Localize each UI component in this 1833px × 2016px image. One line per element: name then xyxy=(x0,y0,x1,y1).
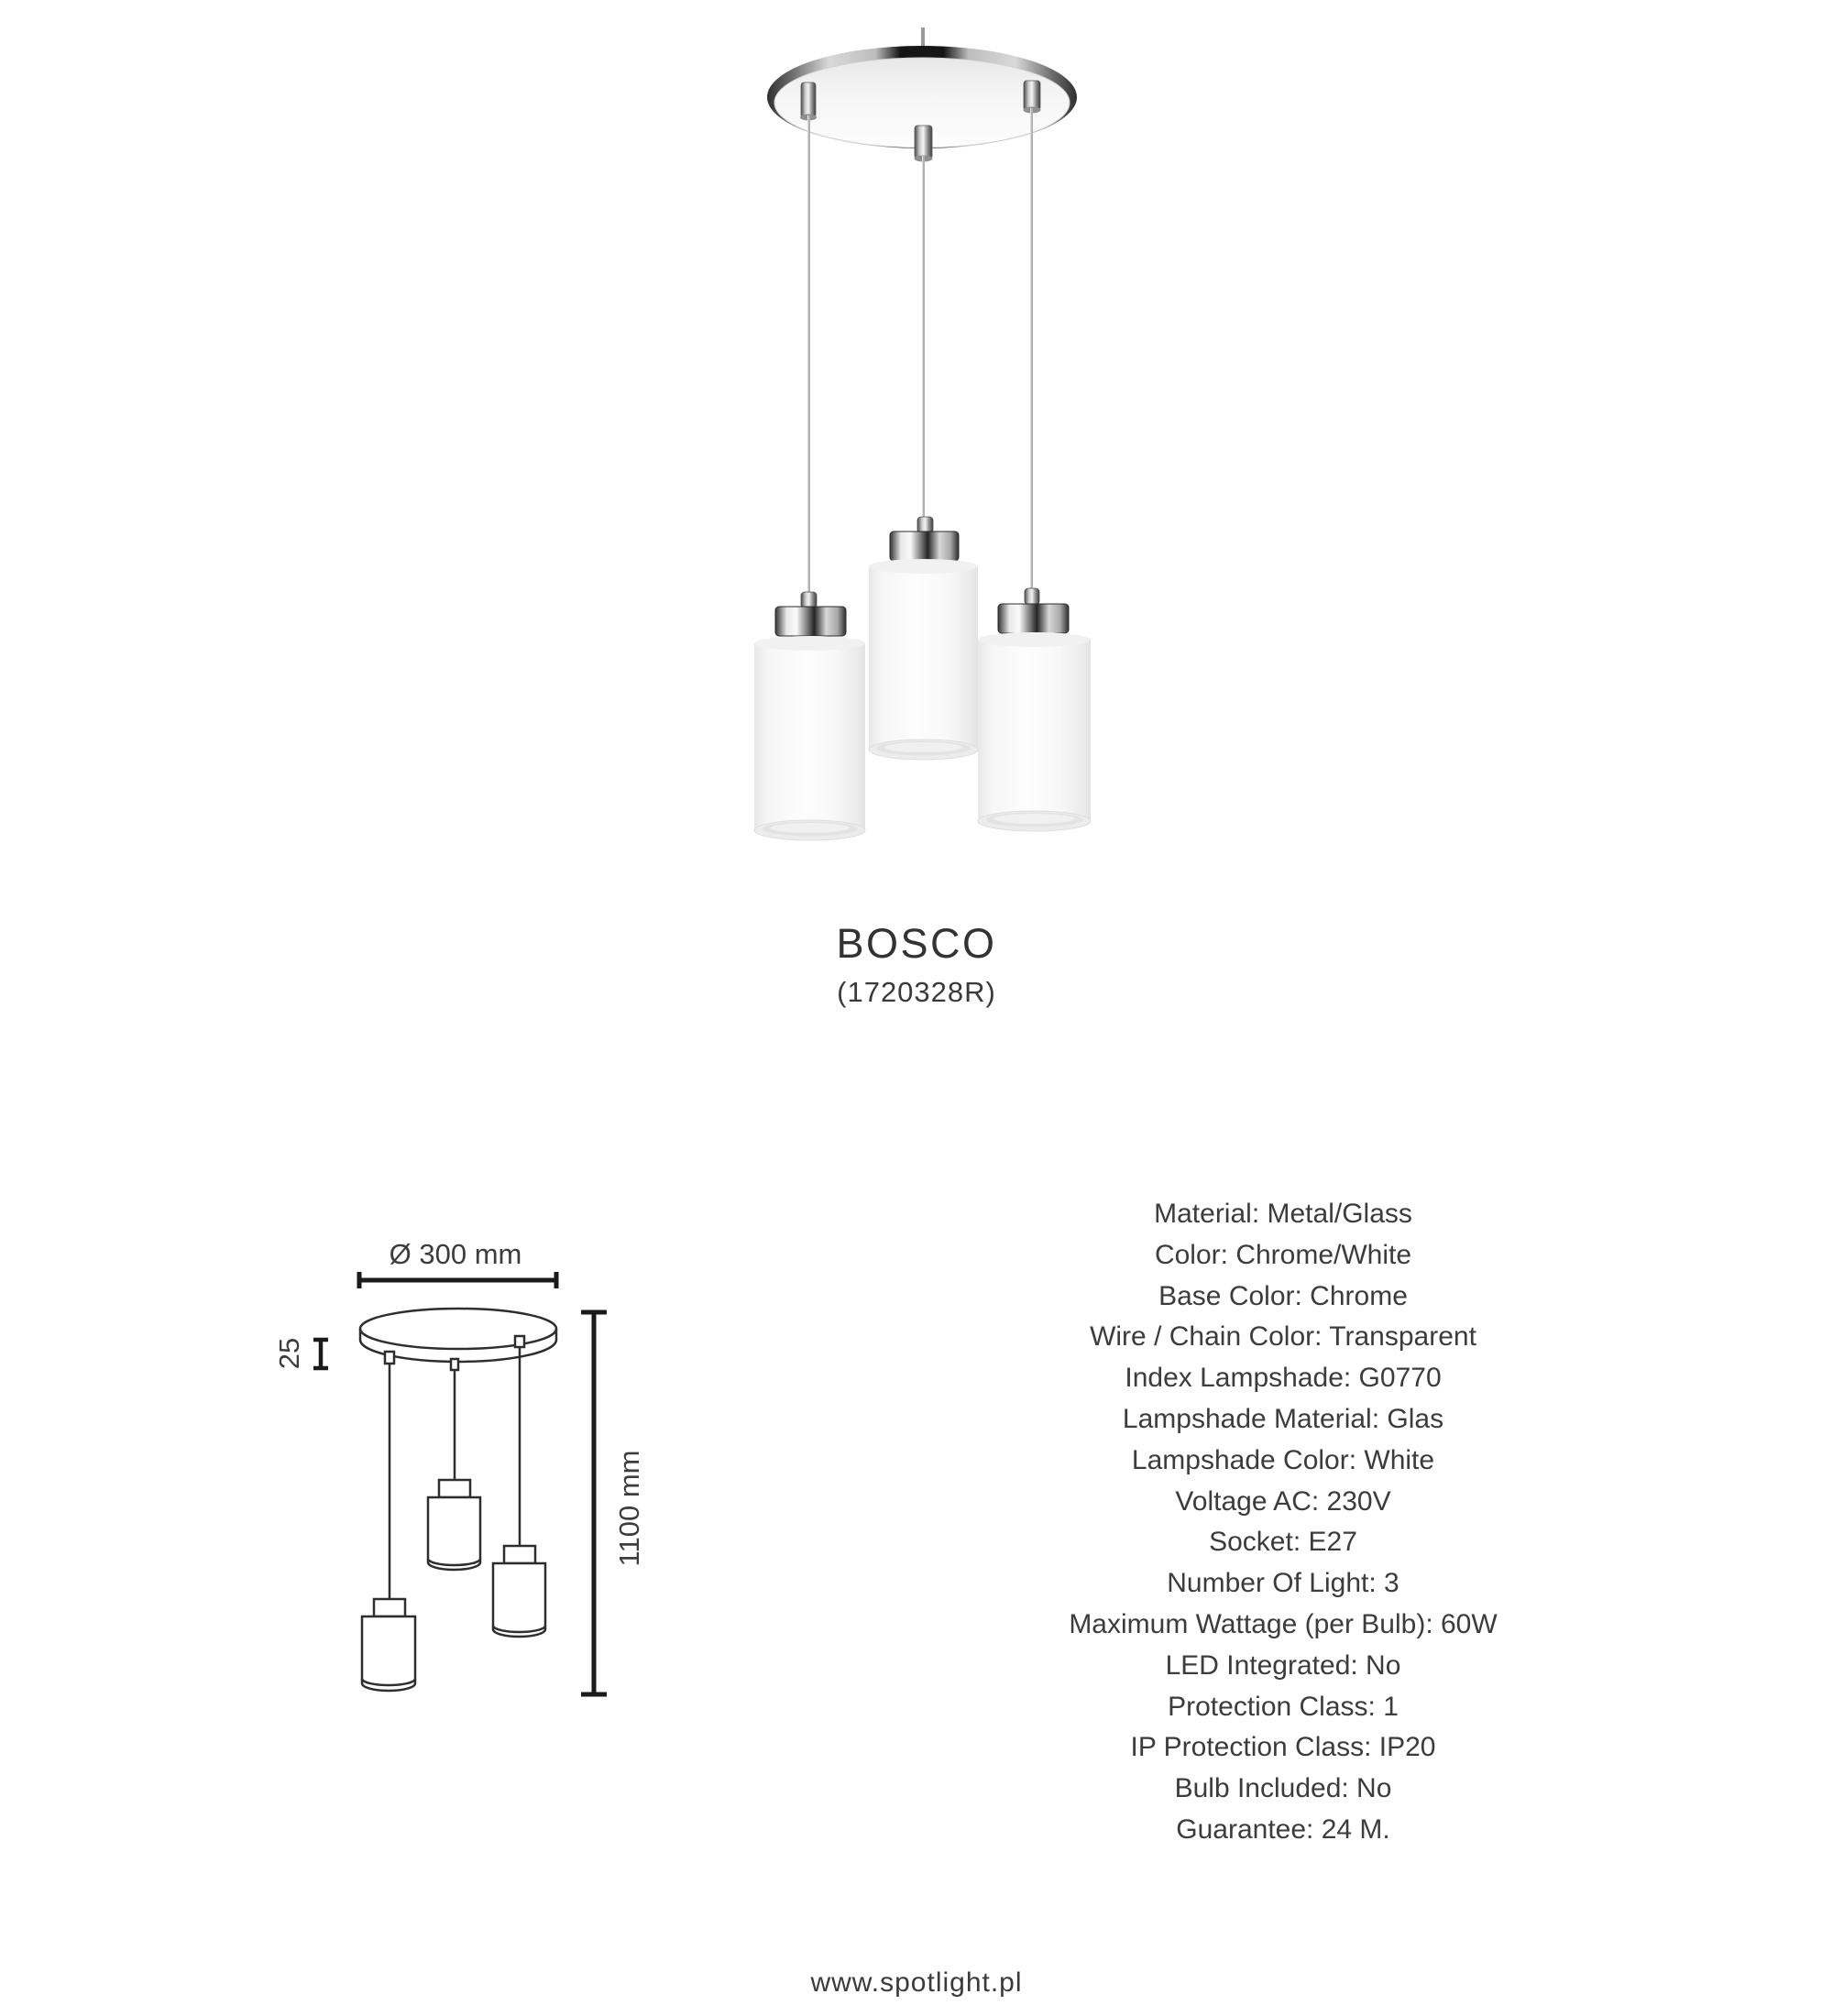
spec-list xyxy=(1008,1194,1558,1851)
spec-line-index-lampshade: Index Lampshade: G0770 xyxy=(1125,1363,1442,1394)
total-height-dimension xyxy=(581,1312,645,1694)
total-height-label: 1100 mm xyxy=(613,1450,645,1567)
canopy-height-dimension xyxy=(273,1338,328,1369)
diagram-pendants xyxy=(362,1336,545,1691)
pendant-right xyxy=(978,588,1091,831)
canopy-height-label: 25 xyxy=(273,1337,305,1370)
spec-line-socket: Socket: E27 xyxy=(1209,1527,1357,1558)
product-name: BOSCO xyxy=(836,920,997,967)
spec-line-voltage: Voltage AC: 230V xyxy=(1175,1485,1391,1517)
spec-line-base-color: Base Color: Chrome xyxy=(1158,1280,1408,1311)
pendant-left xyxy=(754,592,865,840)
product-code: (1720328R) xyxy=(837,976,996,1008)
spec-line-guarantee: Guarantee: 24 M. xyxy=(1176,1813,1390,1845)
spec-line-ip-protection: IP Protection Class: IP20 xyxy=(1130,1732,1436,1763)
spec-line-lampshade-color: Lampshade Color: White xyxy=(1131,1444,1435,1475)
spec-line-wire-color: Wire / Chain Color: Transparent xyxy=(1090,1321,1476,1353)
diameter-label: Ø 300 mm xyxy=(389,1238,522,1270)
dimension-diagram xyxy=(257,1228,660,1714)
product-photo xyxy=(697,18,1136,843)
spec-line-number-of-light: Number Of Light: 3 xyxy=(1167,1568,1399,1599)
spec-line-max-wattage: Maximum Wattage (per Bulb): 60W xyxy=(1069,1608,1498,1639)
spec-line-bulb-included: Bulb Included: No xyxy=(1174,1773,1392,1804)
spec-line-material: Material: Metal/Glass xyxy=(1154,1199,1412,1229)
spec-line-color: Color: Chrome/White xyxy=(1154,1239,1412,1270)
spec-line-lampshade-material: Lampshade Material: Glas xyxy=(1122,1403,1444,1434)
website-link[interactable]: www.spotlight.pl xyxy=(810,1967,1023,1998)
spec-line-led-integrated: LED Integrated: No xyxy=(1165,1649,1401,1681)
pendant-middle xyxy=(869,517,978,760)
diameter-dimension xyxy=(359,1238,556,1288)
spec-line-protection-class: Protection Class: 1 xyxy=(1168,1691,1399,1722)
footer xyxy=(0,1965,1833,2001)
